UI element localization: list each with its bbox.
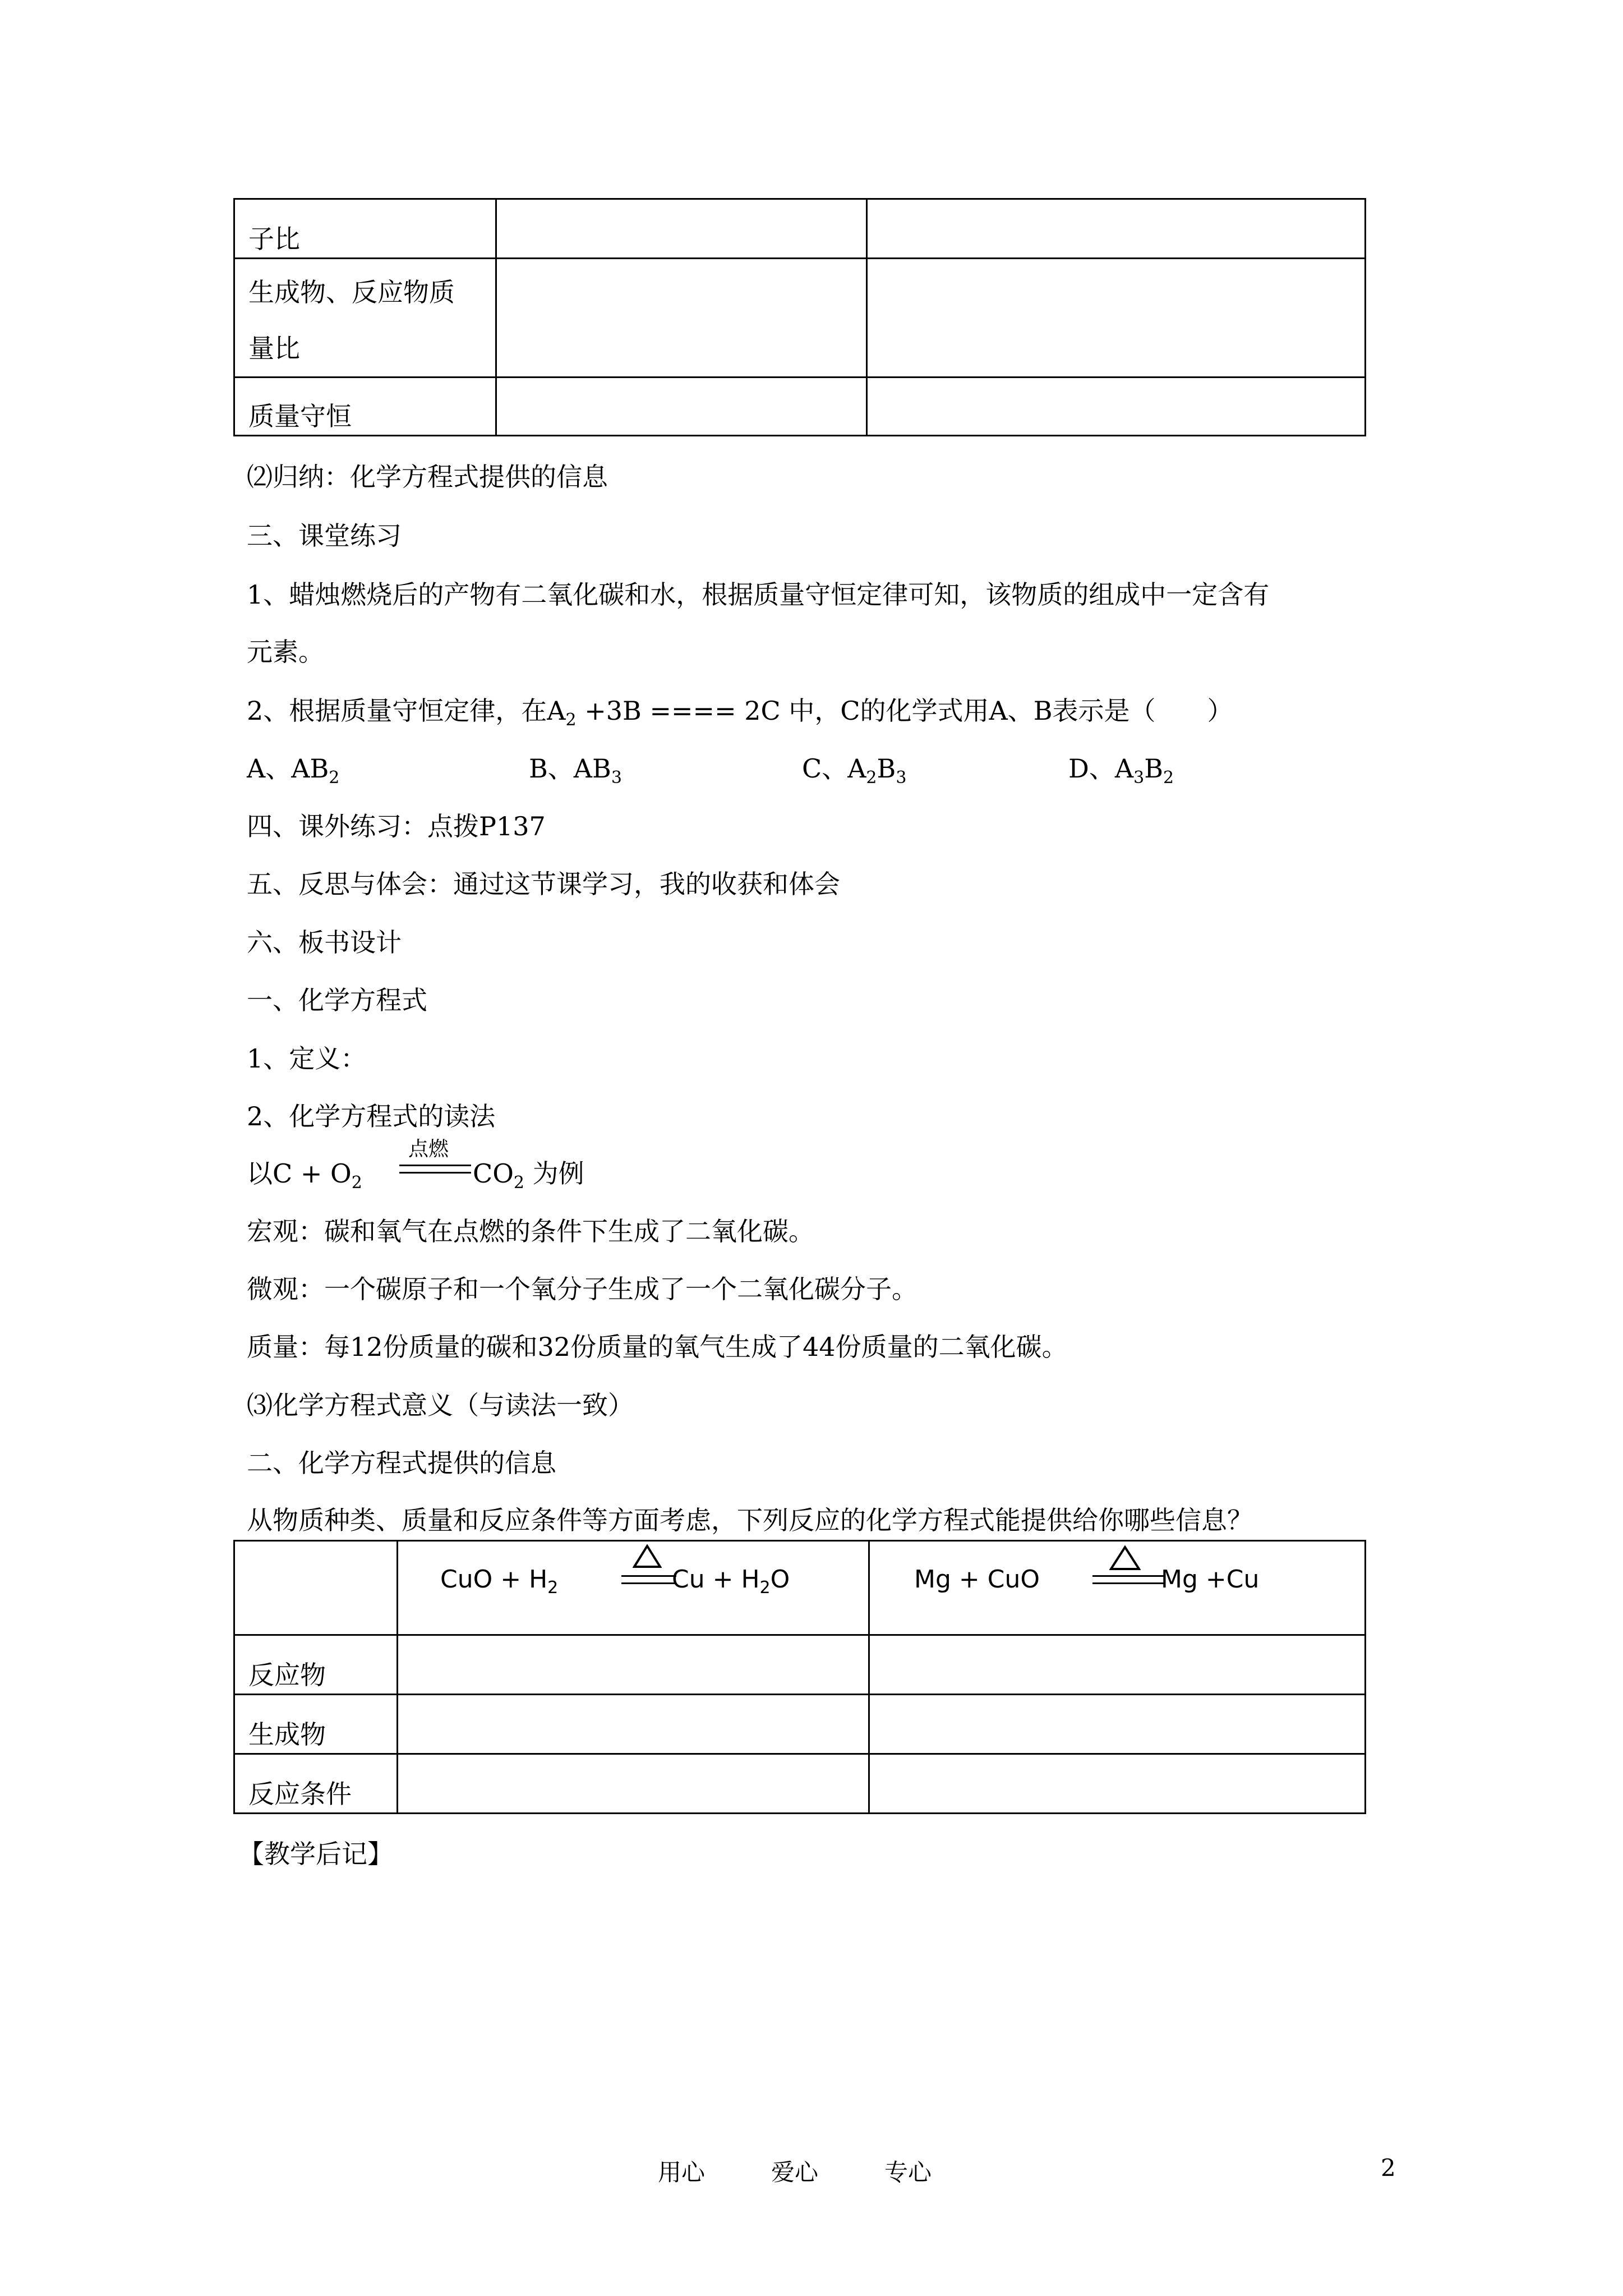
table-cell xyxy=(398,1635,869,1695)
meaning-line: ⑶化学方程式意义（与读法一致） xyxy=(247,1390,634,1420)
reading-method-line: 2、化学方程式的读法 xyxy=(247,1101,496,1131)
section-heading-reflection: 五、反思与体会：通过这节课学习，我的收获和体会 xyxy=(247,869,840,899)
row-label-conditions: 反应条件 xyxy=(234,1754,398,1814)
teaching-notes-heading: 【教学后记】 xyxy=(238,1839,393,1869)
question-1-cont: 元素。 xyxy=(247,637,324,667)
table-cell xyxy=(496,378,867,436)
option-d: D、$A_3B_2$ xyxy=(1068,753,1174,788)
footer-motto-1: 用心 xyxy=(658,2159,706,2186)
equation-2-right: Mg +Cu xyxy=(1161,1565,1260,1594)
info-table-top xyxy=(233,198,1366,436)
section-heading-homework: 四、课外练习：点拨P137 xyxy=(247,811,546,841)
equals-arrow xyxy=(1092,1575,1164,1584)
footer-motto-2: 爱心 xyxy=(771,2159,819,2186)
table-cell xyxy=(398,1754,869,1814)
table-cell xyxy=(867,378,1366,436)
table-cell xyxy=(496,199,867,259)
equation-example-left: 以$C + O_2$ xyxy=(247,1158,362,1193)
row-label-reactants: 反应物 xyxy=(234,1635,398,1695)
summary-line: ⑵归纳：化学方程式提供的信息 xyxy=(247,462,608,492)
heat-triangle-icon xyxy=(633,1544,662,1569)
table-cell xyxy=(869,1635,1366,1695)
question-2: 2、根据质量守恒定律，在$A_2 +3B$ ==== 2C 中，C的化学式用A、B表示是（ ） xyxy=(247,696,1233,730)
definition-line: 1、定义： xyxy=(247,1043,367,1074)
footer-motto-3: 专心 xyxy=(884,2159,932,2186)
table-instruction: 从物质种类、质量和反应条件等方面考虑，下列反应的化学方程式能提供给你哪些信息？ xyxy=(247,1505,1253,1535)
question-1: 1、蜡烛燃烧后的产物有二氧化碳和水，根据质量守恒定律可知，该物质的组成中一定含有 xyxy=(247,579,1270,610)
option-c: C、$A_2B_3$ xyxy=(802,753,907,788)
table-cell xyxy=(869,1695,1366,1754)
table-cell xyxy=(867,259,1366,378)
micro-reading: 微观：一个碳原子和一个氧分子生成了一个二氧化碳分子。 xyxy=(247,1274,917,1304)
option-a: A、$AB_2$ xyxy=(247,753,340,788)
equation-example-right: $CO_2$ 为例 xyxy=(473,1158,584,1193)
row-label-mass-ratio: 生成物、反应物质 量比 xyxy=(234,259,496,378)
table-cell xyxy=(496,259,867,378)
page-number: 2 xyxy=(1381,2154,1396,2182)
equals-arrow xyxy=(399,1165,471,1174)
row-label-conservation: 质量守恒 xyxy=(234,378,496,436)
section-heading-practice: 三、课堂练习 xyxy=(247,521,402,551)
heat-triangle-icon xyxy=(1109,1545,1141,1571)
option-b: B、$AB_3$ xyxy=(529,753,622,788)
condition-ignite-label: 点燃 xyxy=(408,1138,449,1161)
row-label-products: 生成物 xyxy=(234,1695,398,1754)
table-cell xyxy=(867,199,1366,259)
equation-1-left: CuO + $H_2$ xyxy=(440,1565,559,1598)
table-cell xyxy=(869,1754,1366,1814)
board-heading-2: 二、化学方程式提供的信息 xyxy=(247,1448,556,1478)
table-cell xyxy=(398,1695,869,1754)
table-corner-cell xyxy=(234,1541,398,1635)
equation-2-left: Mg + CuO xyxy=(914,1565,1040,1594)
board-heading-1: 一、化学方程式 xyxy=(247,985,427,1015)
row-label-ratio: 子比 xyxy=(234,199,496,259)
equation-1-right: $Cu + H_2O$ xyxy=(672,1565,790,1598)
macro-reading: 宏观：碳和氧气在点燃的条件下生成了二氧化碳。 xyxy=(247,1216,814,1246)
equals-arrow xyxy=(621,1575,676,1584)
mass-reading: 质量：每12份质量的碳和32份质量的氧气生成了44份质量的二氧化碳。 xyxy=(247,1332,1068,1362)
section-heading-board: 六、板书设计 xyxy=(247,927,402,958)
